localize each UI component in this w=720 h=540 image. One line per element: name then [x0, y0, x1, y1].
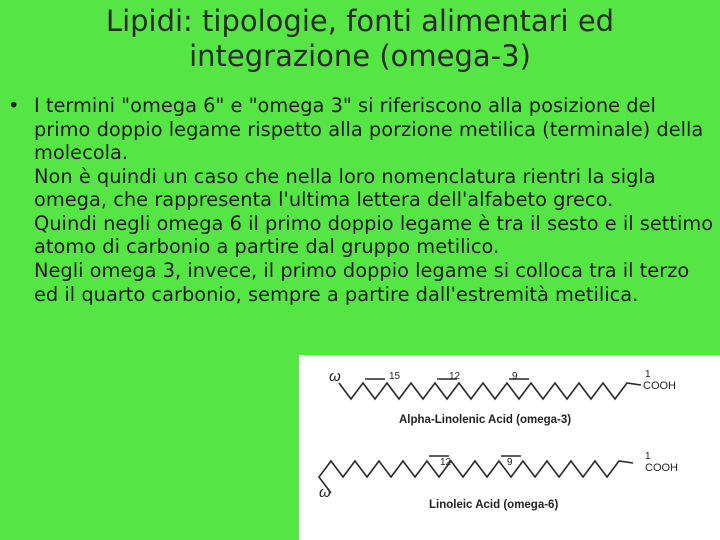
title-line-2: integrazione (omega-3) — [189, 39, 531, 74]
paragraph-3: Quindi negli omega 6 il primo doppio legame è tra il sesto e il settimo atomo di carbonio a partire dal gruppo metilico. — [34, 211, 714, 259]
ala-cooh: COOH — [643, 380, 676, 392]
la-chain-skeleton — [319, 461, 633, 493]
ala-chain-skeleton — [339, 383, 641, 399]
ala-pos-9: 9 — [512, 371, 518, 382]
la-omega-label: ω — [319, 484, 331, 501]
la-cooh: COOH — [645, 462, 678, 474]
la-pos-1: 1 — [645, 451, 651, 462]
slide-title — [60, 4, 660, 75]
la-pos-12: 12 — [440, 457, 452, 468]
paragraph-4: Negli omega 3, invece, il primo doppio legame si colloca tra il terzo ed il quarto carbonio, sempre a partire dall'estremità metilica. — [34, 259, 690, 306]
la-caption: Linoleic Acid (omega-6) — [429, 499, 559, 511]
fatty-acid-figure — [299, 355, 720, 540]
ala-pos-1: 1 — [645, 369, 651, 380]
ala-caption: Alpha-Linolenic Acid (omega-3) — [399, 414, 572, 426]
fatty-acid-diagram — [299, 355, 720, 540]
bullet-list — [8, 94, 714, 306]
paragraph-1: I termini "omega 6" e "omega 3" si riferiscono alla posizione del primo doppio legame rispetto alla porzione metilica (terminale) della molecola. — [34, 94, 704, 165]
ala-omega-label: ω — [329, 368, 341, 385]
la-pos-9: 9 — [507, 457, 513, 468]
bullet-icon: • — [8, 94, 20, 117]
paragraph-2: Non è quindi un caso che nella loro nomenclatura rientri la sigla omega, che rappresenta l'ultima lettera dell'alfabeto greco. — [34, 164, 656, 212]
title-line-1: Lipidi: tipologie, fonti alimentari ed — [105, 4, 615, 38]
ala-pos-12: 12 — [449, 371, 461, 382]
ala-pos-15: 15 — [389, 371, 401, 382]
